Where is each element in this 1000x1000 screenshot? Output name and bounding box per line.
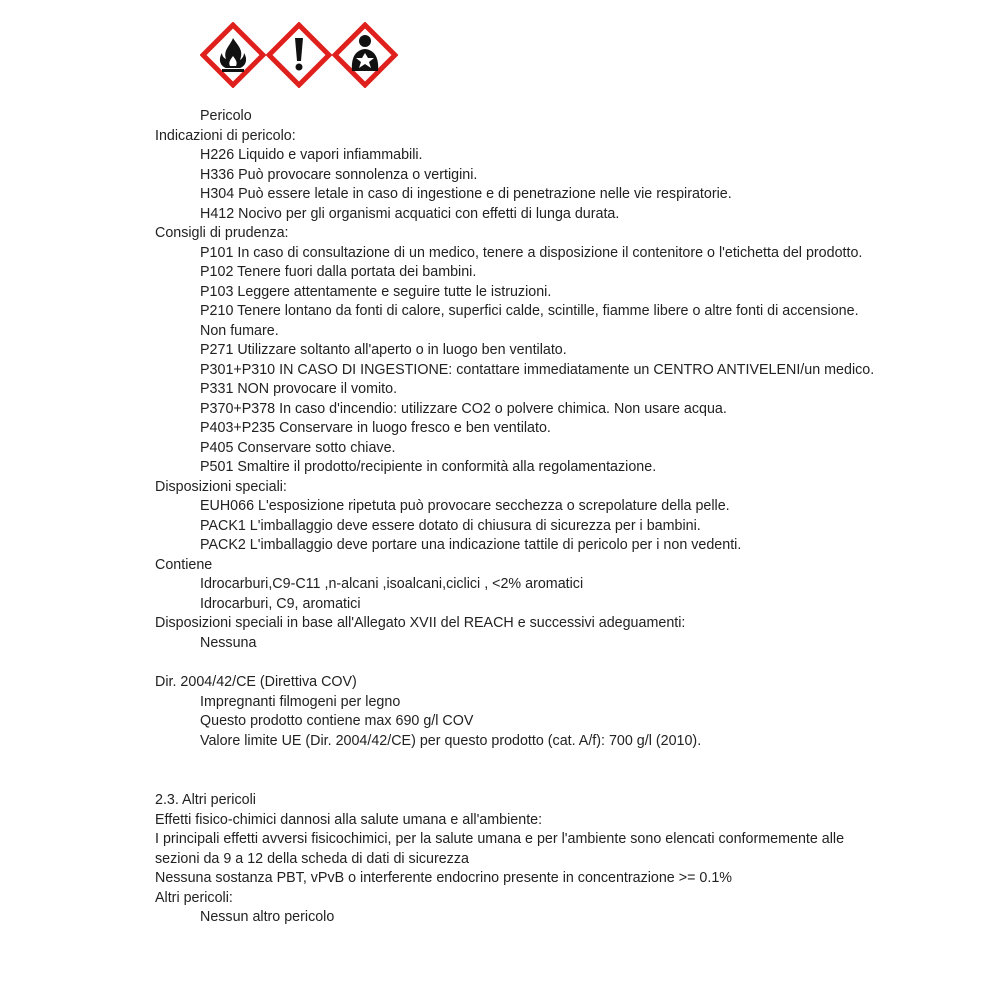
precaution-statement: P370+P378 In caso d'incendio: utilizzare CO2 o polvere chimica. Non usare acqua. <box>200 400 727 417</box>
precaution-statement: P103 Leggere attentamente e seguire tutte le istruzioni. <box>200 283 552 300</box>
signal-word: Pericolo <box>200 108 252 124</box>
voc-line: Valore limite UE (Dir. 2004/42/CE) per questo prodotto (cat. A/f): 700 g/l (2010). <box>200 732 702 749</box>
exclamation-mark-icon <box>266 22 332 88</box>
precaution-statement: P501 Smaltire il prodotto/recipiente in conformità alla regolamentazione. <box>200 459 657 475</box>
flame-icon <box>200 22 266 88</box>
hazard-statement: H412 Nocivo per gli organismi acquatici con effetti di lunga durata. <box>200 205 620 222</box>
precaution-statement: P403+P235 Conservare in luogo fresco e ben ventilato. <box>200 420 551 436</box>
precaution-statement: P102 Tenere fuori dalla portata dei bambini. <box>200 264 477 280</box>
voc-heading: Dir. 2004/42/CE (Direttiva COV) <box>155 674 357 690</box>
voc-line: Questo prodotto contiene max 690 g/l COV <box>200 713 474 729</box>
voc-line: Impregnanti filmogeni per legno <box>200 693 401 710</box>
ingredient: Idrocarburi,C9-C11 ,n-alcani ,isoalcani,ciclici , <2% aromatici <box>200 576 584 592</box>
hazard-statement: H336 Può provocare sonnolenza o vertigini. <box>200 166 478 183</box>
reach-heading: Disposizioni speciali in base all'Allegato XVII del REACH e successivi adeguamenti: <box>155 615 686 631</box>
precaution-statement: P301+P310 IN CASO DI INGESTIONE: contattare immediatamente un CENTRO ANTIVELENI/un medico. <box>200 361 875 378</box>
special-provisions-heading: Disposizioni speciali: <box>155 478 287 495</box>
other-hazards-line: I principali effetti avversi fisicochimici, per la salute umana e per l'ambiente sono elencati conformemente alle sezioni da 9 a 12 della scheda di dati di sicurezza <box>155 831 845 867</box>
special-provision: PACK1 L'imballaggio deve essere dotato di chiusura di sicurezza per i bambini. <box>200 517 701 534</box>
other-hazards-line: Altri pericoli: <box>155 889 233 906</box>
other-hazards-line: Effetti fisico-chimici dannosi alla salute umana e all'ambiente: <box>155 811 543 828</box>
reach-value: Nessuna <box>200 634 257 651</box>
other-hazards-line: Nessuna sostanza PBT, vPvB o interferente endocrino presente in concentrazione >= 0.1% <box>155 870 732 886</box>
hazard-statement: H304 Può essere letale in caso di ingestione e di penetrazione nelle vie respiratorie. <box>200 186 732 202</box>
precaution-statement: P271 Utilizzare soltanto all'aperto o in luogo ben ventilato. <box>200 342 567 358</box>
hazard-statement: H226 Liquido e vapori infiammabili. <box>200 147 423 163</box>
precaution-statement: P405 Conservare sotto chiave. <box>200 439 396 456</box>
precaution-statement: P210 Tenere lontano da fonti di calore, superfici calde, scintille, fiamme libere o altre fonti di accensione. Non fumare. <box>200 303 859 339</box>
precaution-statement: P101 In caso di consultazione di un medico, tenere a disposizione il contenitore o l'etichetta del prodotto. <box>200 244 863 261</box>
health-hazard-icon <box>332 22 398 88</box>
precaution-heading: Consigli di prudenza: <box>155 225 289 241</box>
contains-heading: Contiene <box>155 556 213 573</box>
special-provision: PACK2 L'imballaggio deve portare una indicazione tattile di pericolo per i non vedenti. <box>200 537 742 553</box>
other-hazards-value: Nessun altro pericolo <box>200 909 335 925</box>
special-provision: EUH066 L'esposizione ripetuta può provocare secchezza o screpolature della pelle. <box>200 498 730 514</box>
other-hazards-heading: 2.3. Altri pericoli <box>155 792 256 808</box>
hazard-heading: Indicazioni di pericolo: <box>155 127 296 144</box>
ingredient: Idrocarburi, C9, aromatici <box>200 595 361 612</box>
precaution-statement: P331 NON provocare il vomito. <box>200 381 398 397</box>
safety-label-text <box>155 107 875 928</box>
